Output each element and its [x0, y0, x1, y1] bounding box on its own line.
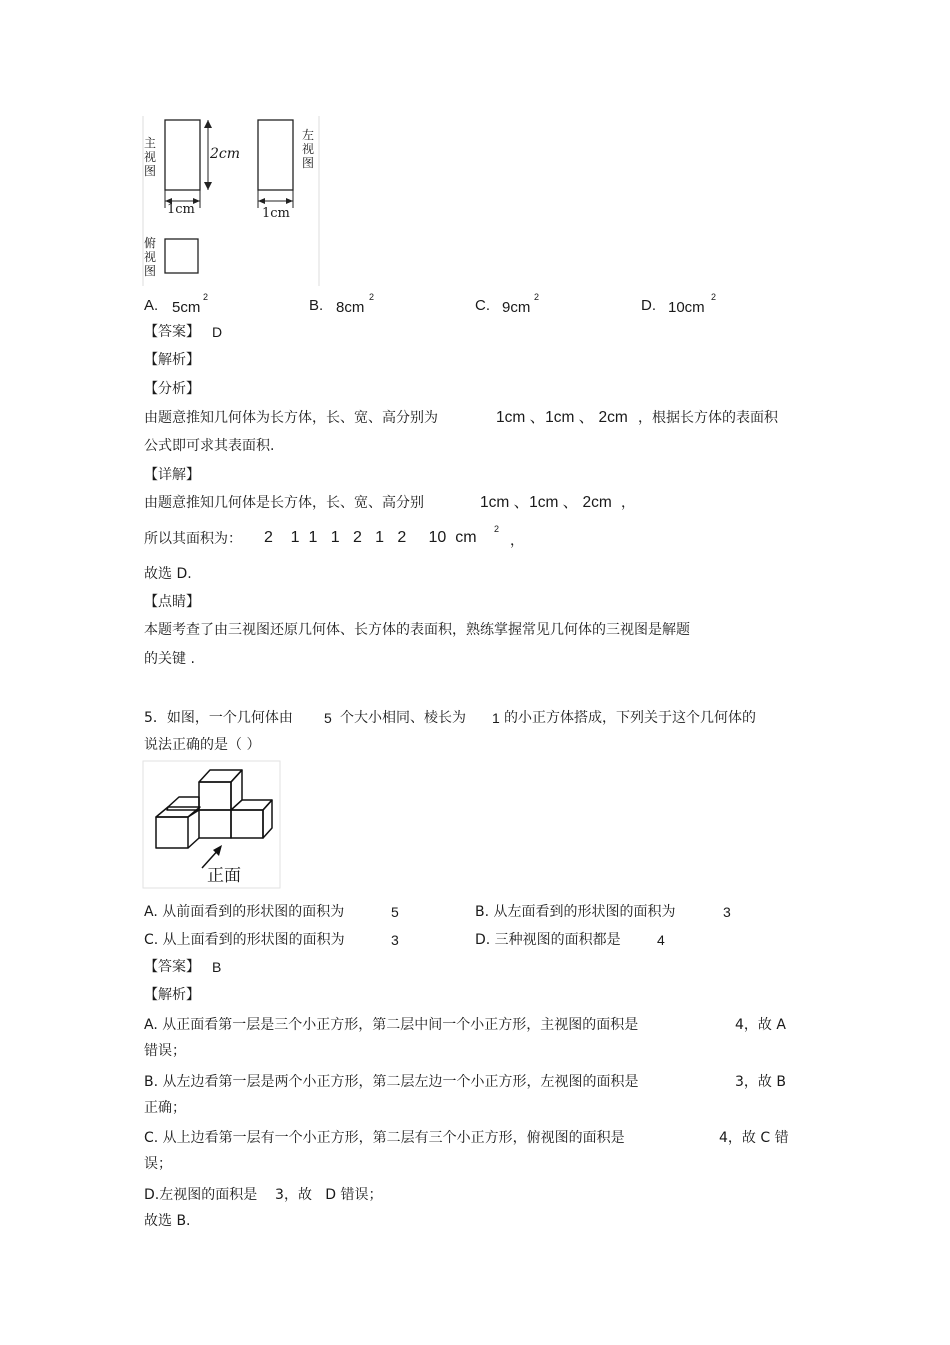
q4-xiangjie-line1-c: ， — [621, 495, 635, 511]
q5-option-d-value: 4 — [657, 932, 665, 948]
q4-choose: 故选 D. — [144, 566, 192, 582]
height-label: 2cm — [210, 146, 241, 162]
q5-stem-c: 个大小相同、棱长为 — [340, 710, 466, 726]
front-view-label: 主视图 — [144, 136, 157, 178]
front-width-label: 1cm — [167, 202, 195, 217]
q5-stem-e: 的小正方体搭成，下列关于这个几何体的 — [504, 710, 756, 726]
q5-jiexi-label: 【解析】 — [144, 987, 200, 1003]
q4-option-a-sup: 2 — [203, 292, 209, 302]
q4-option-c-sup: 2 — [534, 292, 540, 302]
q4-xiangjie-line1-a: 由题意推知几何体是长方体，长、宽、高分别 — [144, 495, 424, 511]
q4-fenxi-label: 【分析】 — [144, 381, 200, 397]
q5-b-line2: 正确； — [144, 1100, 186, 1116]
q4-fenxi-line1-c: ，根据长方体的表面积 — [638, 410, 778, 426]
q5-stem-a: 5．如图，一个几何体由 — [144, 710, 293, 726]
q5-answer-label: 【答案】 — [144, 959, 200, 975]
front-label: 正面 — [207, 866, 241, 886]
q5-c-line2: 误； — [144, 1156, 172, 1172]
q4-dianjing-line2: 的关键 . — [144, 651, 195, 667]
q4-option-d-letter: D. — [641, 297, 656, 314]
top-cube-front-face — [199, 782, 231, 810]
q5-c-line1-end: 4，故 C 错 — [719, 1130, 789, 1146]
q4-fenxi-line1-a: 由题意推知几何体为长方体，长、宽、高分别为 — [144, 410, 438, 426]
front-view-rect — [165, 120, 200, 190]
q4-answer: D — [212, 324, 223, 340]
q4-option-c-letter: C. — [475, 297, 490, 314]
left-view-label: 左视图 — [302, 128, 315, 170]
q5-choose: 故选 B. — [144, 1213, 191, 1229]
q5-b-line1-end: 3，故 B — [735, 1074, 786, 1090]
q4-option-b-letter: B. — [309, 297, 324, 314]
q5-b-line1: B. 从左边看第一层是两个小正方形，第二层左边一个小正方形，左视图的面积是 — [144, 1074, 639, 1090]
q5-answer: B — [212, 959, 222, 975]
bottom-cube-left — [156, 817, 188, 848]
q5-option-c: C. 从上面看到的形状图的面积为 — [144, 932, 345, 948]
left-width-label: 1cm — [262, 206, 290, 221]
q4-answer-label: 【答案】 — [144, 324, 200, 340]
q5-a-line1: A. 从正面看第一层是三个小正方形，第二层中间一个小正方形，主视图的面积是 — [144, 1017, 639, 1033]
q5-c-line1: C. 从上边看第一层有一个小正方形，第二层有三个小正方形，俯视图的面积是 — [144, 1130, 625, 1146]
q4-xiangjie-line1-b: 1cm 、1cm 、 2cm — [480, 494, 612, 511]
top-view-rect — [165, 239, 198, 273]
q4-area-suffix: ， — [510, 533, 524, 549]
q5-a-line1-end: 4，故 A — [735, 1017, 786, 1033]
q5-a-line2: 错误； — [144, 1043, 186, 1059]
q4-option-b-sup: 2 — [369, 292, 375, 302]
q4-area-prefix: 所以其面积为： — [144, 531, 242, 547]
q5-option-a: A. 从前面看到的形状图的面积为 — [144, 904, 345, 920]
top-view-label: 俯视图 — [144, 236, 157, 278]
q5-stem-line2: 说法正确的是（ ） — [144, 737, 261, 753]
q4-option-b-value: 8cm — [336, 299, 365, 316]
q4-dianjing-label: 【点睛】 — [144, 594, 200, 610]
q4-option-d-sup: 2 — [711, 292, 717, 302]
q4-option-c-value: 9cm — [502, 299, 531, 316]
q5-option-b: B. 从左面看到的形状图的面积为 — [475, 904, 676, 920]
q5-stem-b: 5 — [324, 710, 332, 726]
q5-option-b-value: 3 — [723, 904, 731, 920]
q4-fenxi-line2: 公式即可求其表面积. — [144, 438, 275, 454]
q5-option-a-value: 5 — [391, 904, 399, 920]
q4-xiangjie-label: 【详解】 — [144, 467, 200, 483]
q5-stem-d: 1 — [492, 710, 500, 726]
q4-option-a-value: 5cm — [172, 299, 201, 316]
bottom-cube-middle — [199, 810, 231, 838]
q5-d-line: D.左视图的面积是 3，故 D 错误； — [144, 1187, 383, 1203]
left-view-rect — [258, 120, 293, 190]
q4-fenxi-line1-b: 1cm 、1cm 、 2cm — [496, 409, 628, 426]
q4-area-expression: 2 1 1 1 2 1 2 10 cm — [264, 529, 477, 546]
q4-option-a-letter: A. — [144, 297, 159, 314]
q4-option-d-value: 10cm — [668, 299, 705, 316]
q4-area-sup: 2 — [494, 524, 500, 534]
q4-jiexi-label: 【解析】 — [144, 352, 200, 368]
q5-option-d: D. 三种视图的面积都是 — [475, 932, 621, 948]
q5-option-c-value: 3 — [391, 932, 399, 948]
q4-dianjing-line1: 本题考查了由三视图还原几何体、长方体的表面积，熟练掌握常见几何体的三视图是解题 — [144, 622, 690, 638]
bottom-cube-right — [231, 810, 263, 838]
